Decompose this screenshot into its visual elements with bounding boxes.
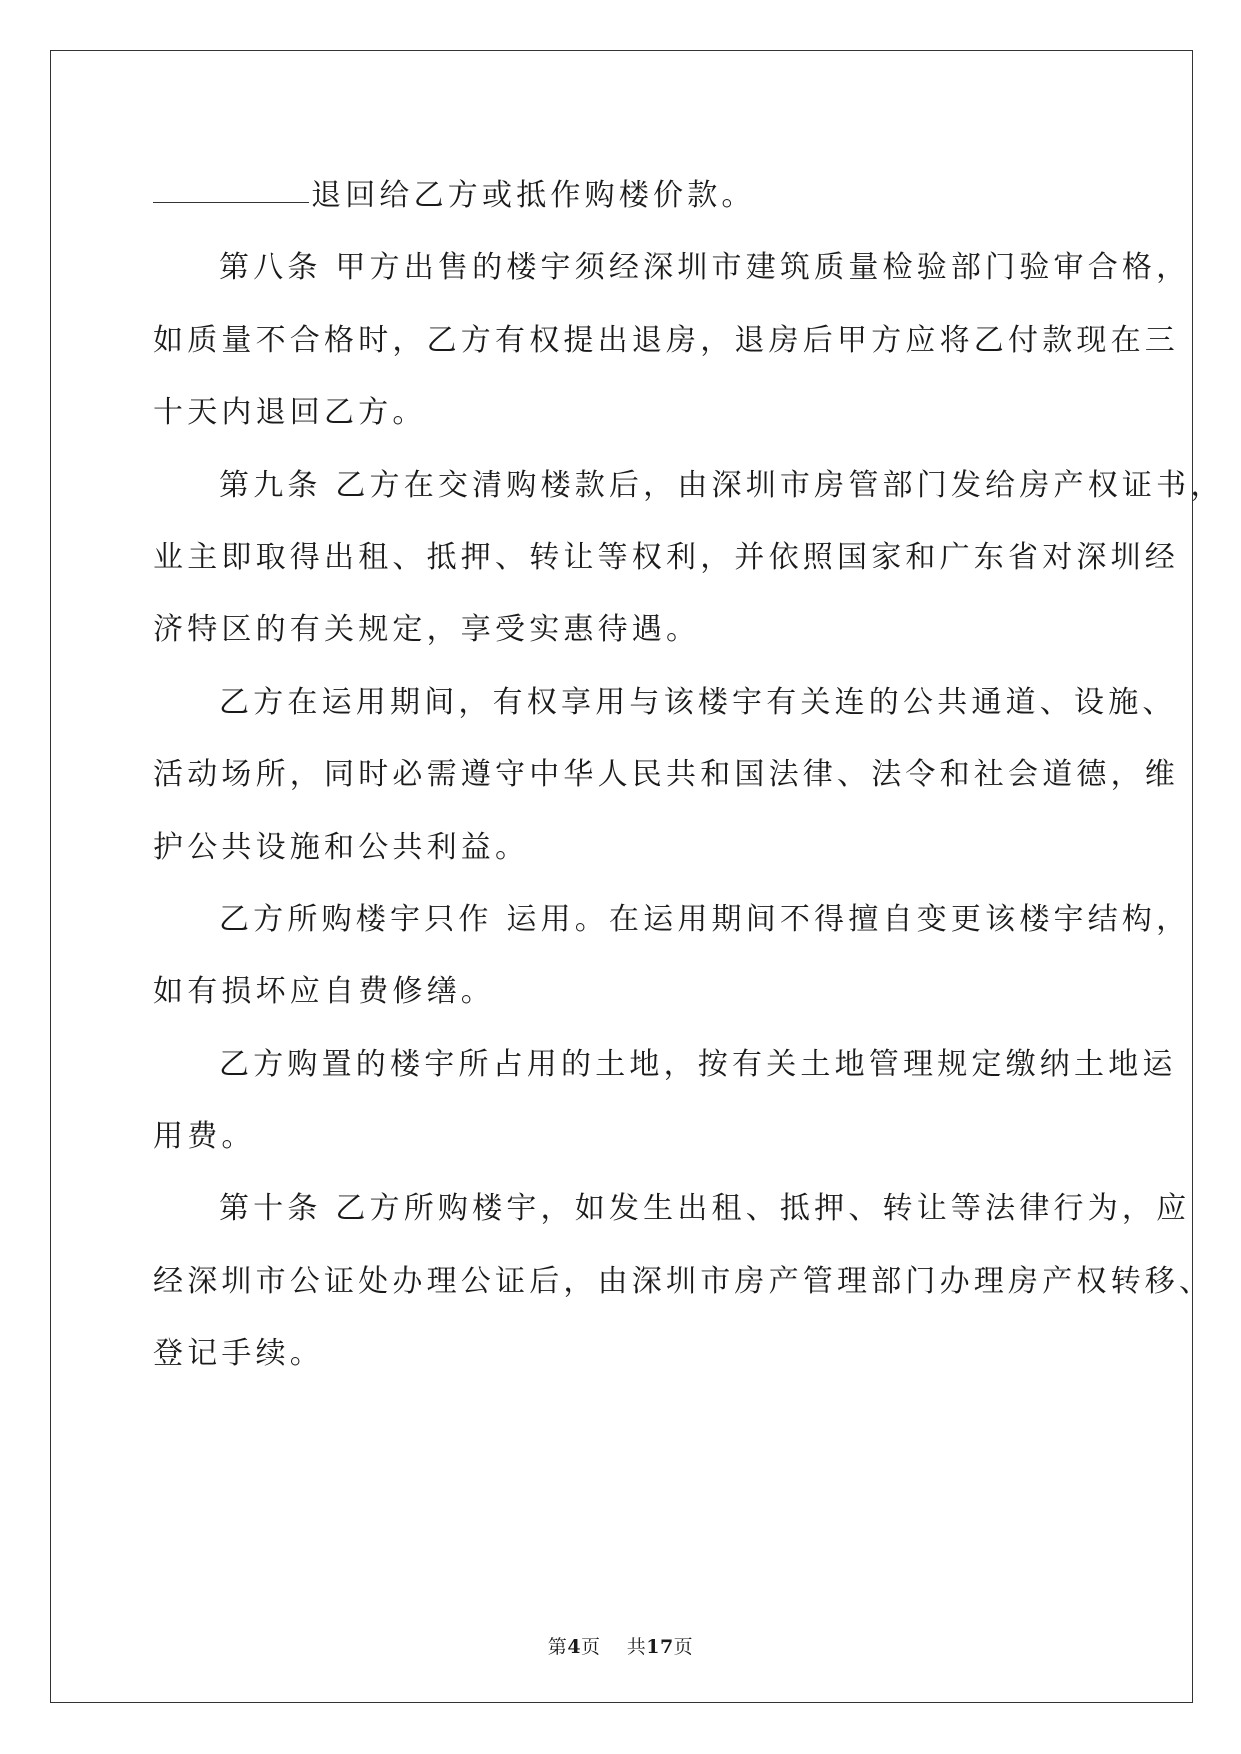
paragraph-line: [153, 522, 1179, 594]
line-text: 活动场所，同时必需遵守中华人民共和国法律、法令和社会道德，维: [153, 757, 1179, 793]
line-text: 乙方购置的楼宇所占用的土地，按有关土地管理规定缴纳土地运: [219, 1046, 1177, 1082]
paragraph-line: [153, 1101, 1093, 1173]
paragraph-line: [153, 739, 1179, 811]
fill-in-blank: [153, 180, 309, 203]
paragraph-line: [153, 305, 1179, 377]
paragraph-line: [153, 450, 1225, 522]
paragraph-line: [153, 812, 1093, 884]
document-body: [153, 160, 1225, 1391]
line-text: 用费。: [153, 1119, 256, 1155]
line-text: 业主即取得出租、抵押、转让等权利，并依照国家和广东省对深圳经: [153, 539, 1179, 575]
paragraph-line: [153, 1318, 1093, 1390]
line-text: 十天内退回乙方。: [153, 395, 427, 431]
paragraph-line: [153, 594, 1093, 666]
line-text: 乙方所购楼宇只作 运用。在运用期间不得擅自变更该楼宇结构，: [219, 901, 1191, 937]
line-text: 如有损坏应自费修缮。: [153, 974, 495, 1010]
line-text: 退回给乙方或抵作购楼价款。: [311, 178, 756, 213]
total-pages: 17: [646, 1636, 674, 1658]
page-footer: [0, 1632, 1241, 1659]
paragraph-line: [153, 160, 1093, 232]
page-number: 4: [567, 1636, 582, 1658]
line-text: 登记手续。: [153, 1336, 324, 1372]
paragraph-line: [153, 1029, 1177, 1101]
line-text: 经深圳市公证处办理公证后，由深圳市房产管理部门办理房产权转移、: [153, 1263, 1214, 1299]
line-text: 乙方在运用期间，有权享用与该楼宇有关连的公共通道、设施、: [219, 684, 1177, 720]
paragraph-line: [153, 232, 1191, 304]
line-text: 第十条 乙方所购楼宇，如发生出租、抵押、转让等法律行为，应: [219, 1191, 1191, 1227]
footer-prefix: 第: [547, 1636, 568, 1658]
paragraph-line: [153, 377, 1093, 449]
footer-middle: 页 共: [581, 1636, 647, 1658]
line-text: 济特区的有关规定，享受实惠待遇。: [153, 612, 701, 648]
paragraph-line: [153, 1246, 1214, 1318]
line-text: 如质量不合格时，乙方有权提出退房，退房后甲方应将乙付款现在三: [153, 322, 1179, 358]
line-text: 第八条 甲方出售的楼宇须经深圳市建筑质量检验部门验审合格，: [219, 250, 1191, 286]
footer-suffix: 页: [673, 1636, 694, 1658]
paragraph-line: [153, 956, 1093, 1028]
paragraph-line: [153, 667, 1177, 739]
line-text: 护公共设施和公共利益。: [153, 829, 530, 865]
paragraph-line: [153, 884, 1191, 956]
paragraph-line: [153, 1173, 1191, 1245]
line-text: 第九条 乙方在交清购楼款后，由深圳市房管部门发给房产权证书，: [219, 467, 1225, 503]
